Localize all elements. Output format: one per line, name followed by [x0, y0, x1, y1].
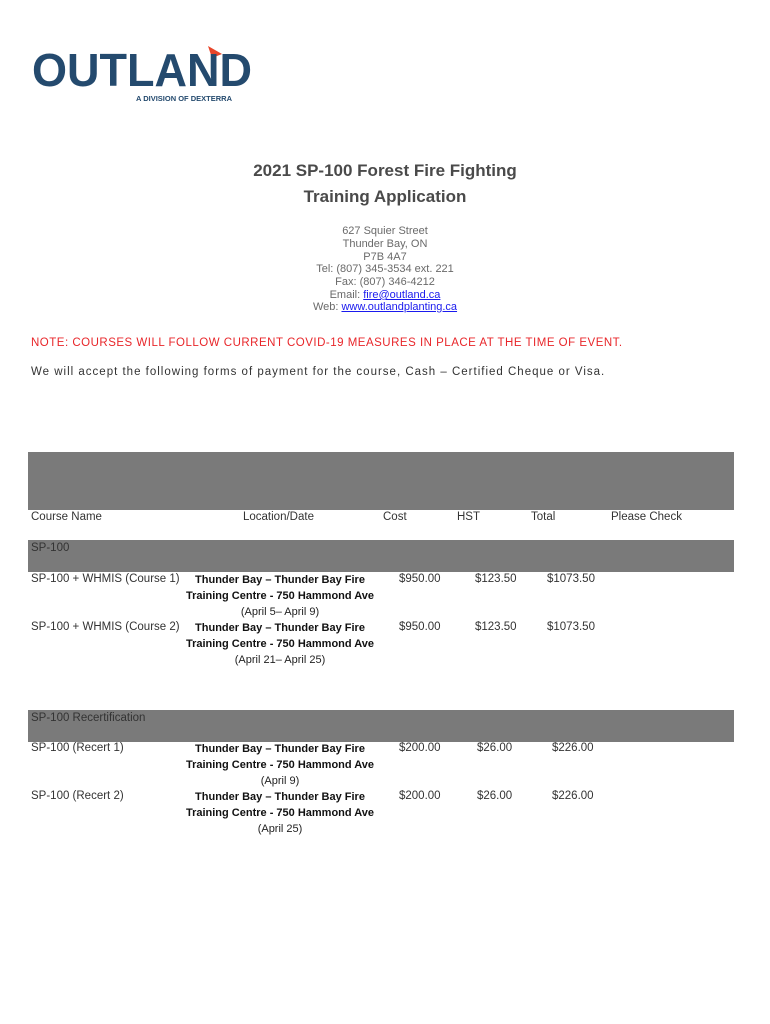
header-hst: HST — [457, 511, 480, 523]
cost-value: $950.00 — [399, 621, 441, 633]
location-line-2: Training Centre - 750 Hammond Ave — [185, 807, 375, 819]
total-value: $226.00 — [552, 742, 594, 754]
course-name: SP-100 (Recert 1) — [31, 742, 124, 754]
hst-value: $26.00 — [477, 742, 513, 754]
header-course-name: Course Name — [31, 511, 102, 523]
total-value: $226.00 — [552, 790, 594, 802]
header-please-check: Please Check — [611, 511, 682, 523]
address-postal: P7B 4A7 — [363, 251, 407, 263]
hst-value: $123.50 — [475, 621, 517, 633]
section-bar-sp100 — [28, 540, 734, 572]
cost-value: $200.00 — [399, 790, 441, 802]
hst-value: $26.00 — [477, 790, 513, 802]
table-header-bar — [28, 452, 734, 510]
location-line-1: Thunder Bay – Thunder Bay Fire — [195, 743, 365, 755]
location-date — [180, 741, 380, 789]
hst-value: $123.50 — [475, 573, 517, 585]
header-location-date: Location/Date — [243, 511, 314, 523]
total-value: $1073.50 — [547, 621, 595, 633]
location-line-1: Thunder Bay – Thunder Bay Fire — [195, 574, 365, 586]
total-value: $1073.50 — [547, 573, 595, 585]
logo-wordmark: OUTLAND — [32, 44, 252, 96]
header-total: Total — [531, 511, 556, 523]
address-street: 627 Squier Street — [342, 225, 428, 237]
cost-value: $200.00 — [399, 742, 441, 754]
course-date: (April 25) — [257, 823, 303, 835]
outland-logo — [30, 44, 256, 104]
web-label: Web: — [312, 301, 342, 313]
location-line-2: Training Centre - 750 Hammond Ave — [185, 759, 375, 771]
course-date: (April 21– April 25) — [234, 654, 326, 666]
page-title-line-2: Training Application — [303, 187, 467, 206]
location-line-2: Training Centre - 750 Hammond Ave — [185, 638, 375, 650]
address-city: Thunder Bay, ON — [342, 238, 428, 250]
logo-subtitle: A DIVISION OF DEXTERRA — [136, 94, 232, 103]
cost-value: $950.00 — [399, 573, 441, 585]
covid-note: NOTE: COURSES WILL FOLLOW CURRENT COVID-19 MEASURES IN PLACE AT THE TIME OF EVENT. — [31, 337, 623, 349]
location-line-1: Thunder Bay – Thunder Bay Fire — [195, 791, 365, 803]
location-date — [180, 789, 380, 837]
outland-logo-graphic — [30, 44, 256, 104]
location-line-1: Thunder Bay – Thunder Bay Fire — [195, 622, 365, 634]
course-name: SP-100 + WHMIS (Course 1) — [31, 573, 180, 585]
email-label: Email: — [329, 289, 364, 301]
header-cost: Cost — [383, 511, 407, 523]
section-title-recertification: SP-100 Recertification — [31, 712, 146, 724]
course-name: SP-100 + WHMIS (Course 2) — [31, 621, 180, 633]
address-web — [0, 301, 770, 314]
course-name: SP-100 (Recert 2) — [31, 790, 124, 802]
page-title-line-1: 2021 SP-100 Forest Fire Fighting — [253, 161, 517, 180]
web-link[interactable]: www.outlandplanting.ca — [341, 301, 458, 313]
section-title-sp100: SP-100 — [31, 542, 70, 554]
course-date: (April 9) — [260, 775, 300, 787]
course-date: (April 5– April 9) — [240, 606, 320, 618]
location-line-2: Training Centre - 750 Hammond Ave — [185, 590, 375, 602]
email-link[interactable]: fire@outland.ca — [363, 289, 441, 301]
address-tel: Tel: (807) 345-3534 ext. 221 — [316, 263, 454, 275]
location-date — [180, 620, 380, 668]
address-email — [0, 289, 770, 302]
address-fax: Fax: (807) 346-4212 — [335, 276, 435, 288]
payment-info: We will accept the following forms of payment for the course, Cash – Certified Cheque or Visa. — [31, 366, 606, 378]
location-date — [180, 572, 380, 620]
